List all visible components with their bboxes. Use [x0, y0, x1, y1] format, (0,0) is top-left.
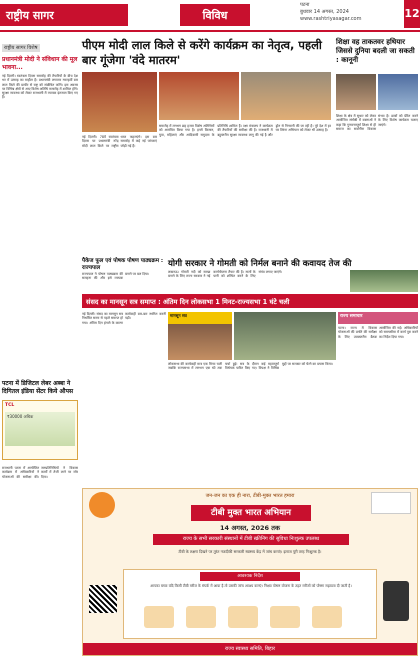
yellow-tag: मानसून सत्र [168, 312, 232, 324]
masthead-rule [0, 30, 420, 32]
phone-app-icon [383, 581, 409, 621]
gomti-photo [350, 270, 418, 292]
website: www.rashtriyasagar.com [300, 16, 362, 22]
tb-slogan: जन-जन का एक ही नारा, टीबी-मुक्त भारत हमारा [205, 493, 295, 499]
left-title: प्रधानमंत्री मोदी ने संविधान की मूल भावना... [2, 56, 78, 71]
left-tag: राष्ट्रीय सागर विशेष [4, 45, 38, 51]
nutrition-icon [228, 606, 258, 628]
tb-ad[interactable] [82, 488, 418, 656]
lead-photo [82, 72, 157, 132]
paper-name: राष्ट्रीय सागर [0, 4, 128, 26]
treatment-icon [186, 606, 216, 628]
tb-panel-text: आपका बच्चा यदि किसी टीबी मरीज के संपर्क में आया है तो उसकी जांच अवश्य कराएं। निक्षय पोषण योजना के तहत मरीजों को पोषण सहायता दी जाती है। [150, 584, 352, 588]
tb-panel-head: आवश्यक निर्देश [200, 572, 300, 581]
right-photo-left [336, 74, 376, 110]
gomti-body: लखनऊ। गोमती नदी को स्वच्छ बनाने के लिए राज्य सरकार ने नई कार्ययोजना तैयार की है। नालों के पानी को शोधित करने के लिए संयंत्र लगाए जाएंगे। [168, 270, 283, 279]
lok-photo-2 [234, 312, 336, 360]
care-icon [312, 606, 342, 628]
small-ad[interactable] [2, 400, 78, 460]
sansad-body-b: लोकसभा की कार्यवाही मात्र एक मिनट चली जबकि राज्यसभा में लगभग एक घंटे तक चर्चा हुई। सत्र के दौरान कई महत्वपूर्ण विधेयक पारित किए गए। विपक्ष ने विभिन्न मुद्दों पर सरकार को घेरने का प्रयास किया। [168, 362, 333, 371]
date-line: बुधवार 14 अगस्त, 2024 [300, 9, 349, 15]
sansad-body-c: पटना। राज्य में विकास योजनाओं की प्रगति की समीक्षा के लिए उच्चस्तरीय बैठक आयोजित की गई। अधिकारियों को समयसीमा में कार्य पूरा करने का निर्देश दिया गया। [338, 326, 418, 339]
left-bottom-body: राजधानी पटना में आयोजित कार्यक्रम में अधिकारियों ने योजनाओं की समीक्षा की। जनप्रतिनिधियों ने विकास कार्यों में तेजी लाने पर जोर दिया। [2, 466, 78, 479]
pm-photo [241, 72, 331, 120]
sansad-body-a: नई दिल्ली। संसद का मानसून सत्र निर्धारित समय से पहले समाप्त हो गया। अंतिम दिन हंगामे के कारण कार्यवाही बार-बार स्थगित करनी पड़ी। [82, 312, 166, 325]
qr-code-icon[interactable] [89, 585, 117, 613]
right-headline: शिक्षा वह ताकतवर हथियार जिससे दुनिया बदली जा सकती : कानूनी [336, 38, 415, 64]
lead-body-left: नई दिल्ली। 78वें स्वतंत्रता दिवस पर प्रधानमंत्री नरेंद्र मोदी लाल किले पर राष्ट्रीय ध्वज फहराएंगे। इस बार समारोह में कई नई परंपराएं जोड़ी गई हैं। [82, 135, 157, 148]
pink-tag: राज्य समाचार [338, 312, 418, 324]
right-photo-right [378, 74, 418, 110]
masthead [0, 0, 420, 30]
city: पटना [300, 2, 310, 8]
right-body: शिक्षा के क्षेत्र में सुधार को लेकर आयोजित संगोष्ठी में वक्ताओं ने कहा कि गुणवत्तापूर्ण शिक्षा से ही समाज का सर्वांगीण विकास संभव है। छात्रों को प्रेरित करने के लिए विशेष कार्यक्रम चलाए जाएंगे। [336, 114, 418, 131]
side-body: राज्यपाल ने पोषण पाठ्यक्रम की सराहना की और इसे व्यापक बनाने पर बल दिया। [82, 272, 150, 281]
lead-body-mid: समारोह में लगभग छह हजार विशेष अतिथियों को आमंत्रित किया गया है। इनमें किसान, युवा, महिलाएं और आदिवासी समुदाय के प्रतिनिधि शामिल हैं। रक्षा मंत्रालय ने कार्यक्रम की तैयारियों की समीक्षा की है। राजधानी में बहुस्तरीय सुरक्षा व्यवस्था लागू की गई है और ड्रोन से निगरानी की जा रही है। पूरे देश में हर घर तिरंगा अभियान को लेकर भी उत्साह है। [159, 124, 331, 137]
side-headline: पैकेज फूल एवं पोषक पोषण पाठ्यक्रम : राज्यपाल [82, 258, 164, 271]
sansad-headline-bar: संसद का मानसून सत्र समाप्त : अंतिम दिन लोकसभा 1 मिनट-राज्यसभा 1 घंटे चली [82, 294, 418, 308]
tb-bar: राज्य के सभी सरकारी संस्थानों में टीबी स्क्रीनिंग की सुविधा निःशुल्क उपलब्ध [153, 534, 349, 545]
patna-headline: पटना में डिजिटल लेबर अब्बा ने दिगितल इंडिया सेंटर किये औपस [2, 380, 74, 395]
screening-icon [144, 606, 174, 628]
tb-footer: राज्य स्वास्थ्य समिति, बिहार [83, 643, 417, 655]
section-title: विविध [180, 4, 250, 26]
red-fort-photo [159, 72, 239, 120]
tb-date: 14 अगस्त, 2026 तक [220, 524, 280, 532]
tb-info: टीबी के लक्षण दिखने पर तुरंत नजदीकी सरकारी स्वास्थ्य केंद्र में जांच कराएं। इलाज पूरी तरह निःशुल्क है। [178, 549, 322, 554]
small-ad-offer: ₹30000 अधिक [5, 412, 75, 446]
support-icon [270, 606, 300, 628]
small-ad-brand: TCL [5, 403, 15, 408]
page-number: 12 [404, 0, 420, 28]
gomti-headline: योगी सरकार ने गोमती को निर्मल बनाने की कवायद तेज की [168, 259, 352, 269]
date-line-block [300, 2, 406, 23]
tb-title: टीबी मुक्त भारत अभियान [191, 505, 311, 521]
tb-panel [123, 569, 377, 639]
lead-headline: पीएम मोदी लाल किले से करेंगे कार्यक्रम का नेतृत्व, पहली बार गूंजेगा 'वंदे मातरम' [82, 38, 322, 67]
left-body: नई दिल्ली। स्वतंत्रता दिवस समारोह की तैयारियों के बीच देश भर में उत्साह का माहौल है। प्रधानमंत्री लगातार ग्यारहवीं बार लाल किले की प्राचीर से राष्ट्र को संबोधित करेंगे। इस अवसर पर विभिन्न क्षेत्रों से आए विशेष अतिथि समारोह में शामिल होंगे। सुरक्षा व्यवस्था को लेकर राजधानी में व्यापक इंतजाम किए गए हैं। [2, 74, 78, 100]
